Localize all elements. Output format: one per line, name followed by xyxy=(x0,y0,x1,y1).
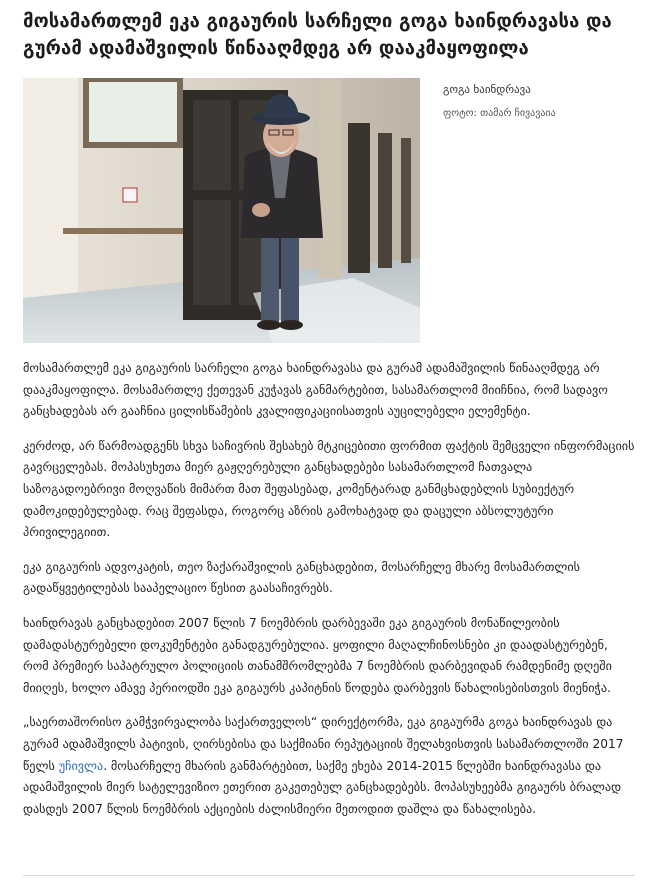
bottom-divider xyxy=(23,875,635,876)
article-headline: მოსამართლემ ეკა გიგაურის სარჩელი გოგა ხაინდრავასა და გურამ ადამაშვილის წინააღმდეგ არ დააკმაყოფილა xyxy=(23,11,612,59)
paragraph-2: კერძოდ, არ წარმოადგენს სხვა საჩივრის შესახებ მტკიცებითი ფორმით ფაქტის შემცველი ინფორმაციის გავრცელებას. მოპასუხეთა მიერ გაჟღერებული განცხადებები სასამართლომ ჩათვალა საზოგადოებრივი მოღვაწის მიმართ მათ შეფასებად, კომენტარად განმცხადებლის სუბიექტურ დამოკიდებულებად. რაც შეფასდა, როგორც აზრის გამოხატვად და დაცული აბსოლუტური პრივილეგიით. xyxy=(23,438,635,540)
paragraph-1: მოსამართლემ ეკა გიგაურის სარჩელი გოგა ხაინდრავასა და გურამ ადამაშვილის წინააღმდეგ არ დააკმაყოფილა. მოსამართლე ქეთევან კუჭავას განმარტებით, სასამართლომ მიიჩნია, რომ სადავო განცხადებას არ გააჩნია ცილისწამების კვალიფიკაციისათვის აუცილებელი ელემენტი. xyxy=(23,361,608,419)
paragraph-4: ხაინდრავას განცხადებით 2007 წლის 7 ნოემბრის დარბევაში ეკა გიგაურის მონაწილეობის დამადასტურებელი დოკუმენტები განადგურებულია. ყოფილი მაღალჩინოსნები კი დაადასტურებენ, რომ პრემიერ საპატრულო პოლიციის თანამშრომლებმა 7 ნოემბრის დარბევიდან რამდენიმე დღეში მიიღეს, ხოლო ამავე პერიოდში ეკა გიგაურს კაპიტნის წოდება დარბევის წახალისებისთვის მიენიჭა. xyxy=(23,615,612,695)
article xyxy=(23,0,635,833)
photo-caption-title: გოგა ხაინდრავა xyxy=(443,83,531,96)
photo-caption xyxy=(443,82,633,121)
paragraph-5-text-after: . მოსარჩელე მხარის განმარტებით, საქმე ეხება 2014-2015 წლებში ხაინდრავასა და ადამაშვილის მიერ სატელევიზიო ეთერით გაკეთებულ განცხადებებს. მოპასუხეებმა გიგაურს ბრალად დასდეს 2007 წლის ნოემბრის აქციების ძალისმიერი მეთოდით დაშლა და წახალისება. xyxy=(23,758,622,816)
lawsuit-link[interactable]: უჩივლა xyxy=(58,758,104,773)
paragraph-5-text-before: „საერთაშორისო გამჭვირვალობა საქართველოს“ დირექტორმა, ეკა გიგაურმა გოგა ხაინდრავას და გურამ ადამაშვილს პატივის, ღირსებისა და საქმიანი რეპუტაციის შელახვისთვის სასამართლოში 2017 წელს xyxy=(23,715,624,773)
photo-credit: ფოტო: თამარ ჩივავაია xyxy=(443,108,556,119)
article-photo[interactable] xyxy=(23,78,420,343)
paragraph-3: ეკა გიგაურის ადვოკატის, თეო ზაქარაშვილის განცხადებით, მოსარჩელე მხარე მოსამართლის გადაწყვეტილებას სააპელაციო წესით გაასაჩივრებს. xyxy=(23,559,581,596)
paragraph-5 xyxy=(23,712,635,820)
photo-section xyxy=(23,78,635,348)
article-body xyxy=(23,358,635,820)
photo-illustration xyxy=(23,78,420,343)
